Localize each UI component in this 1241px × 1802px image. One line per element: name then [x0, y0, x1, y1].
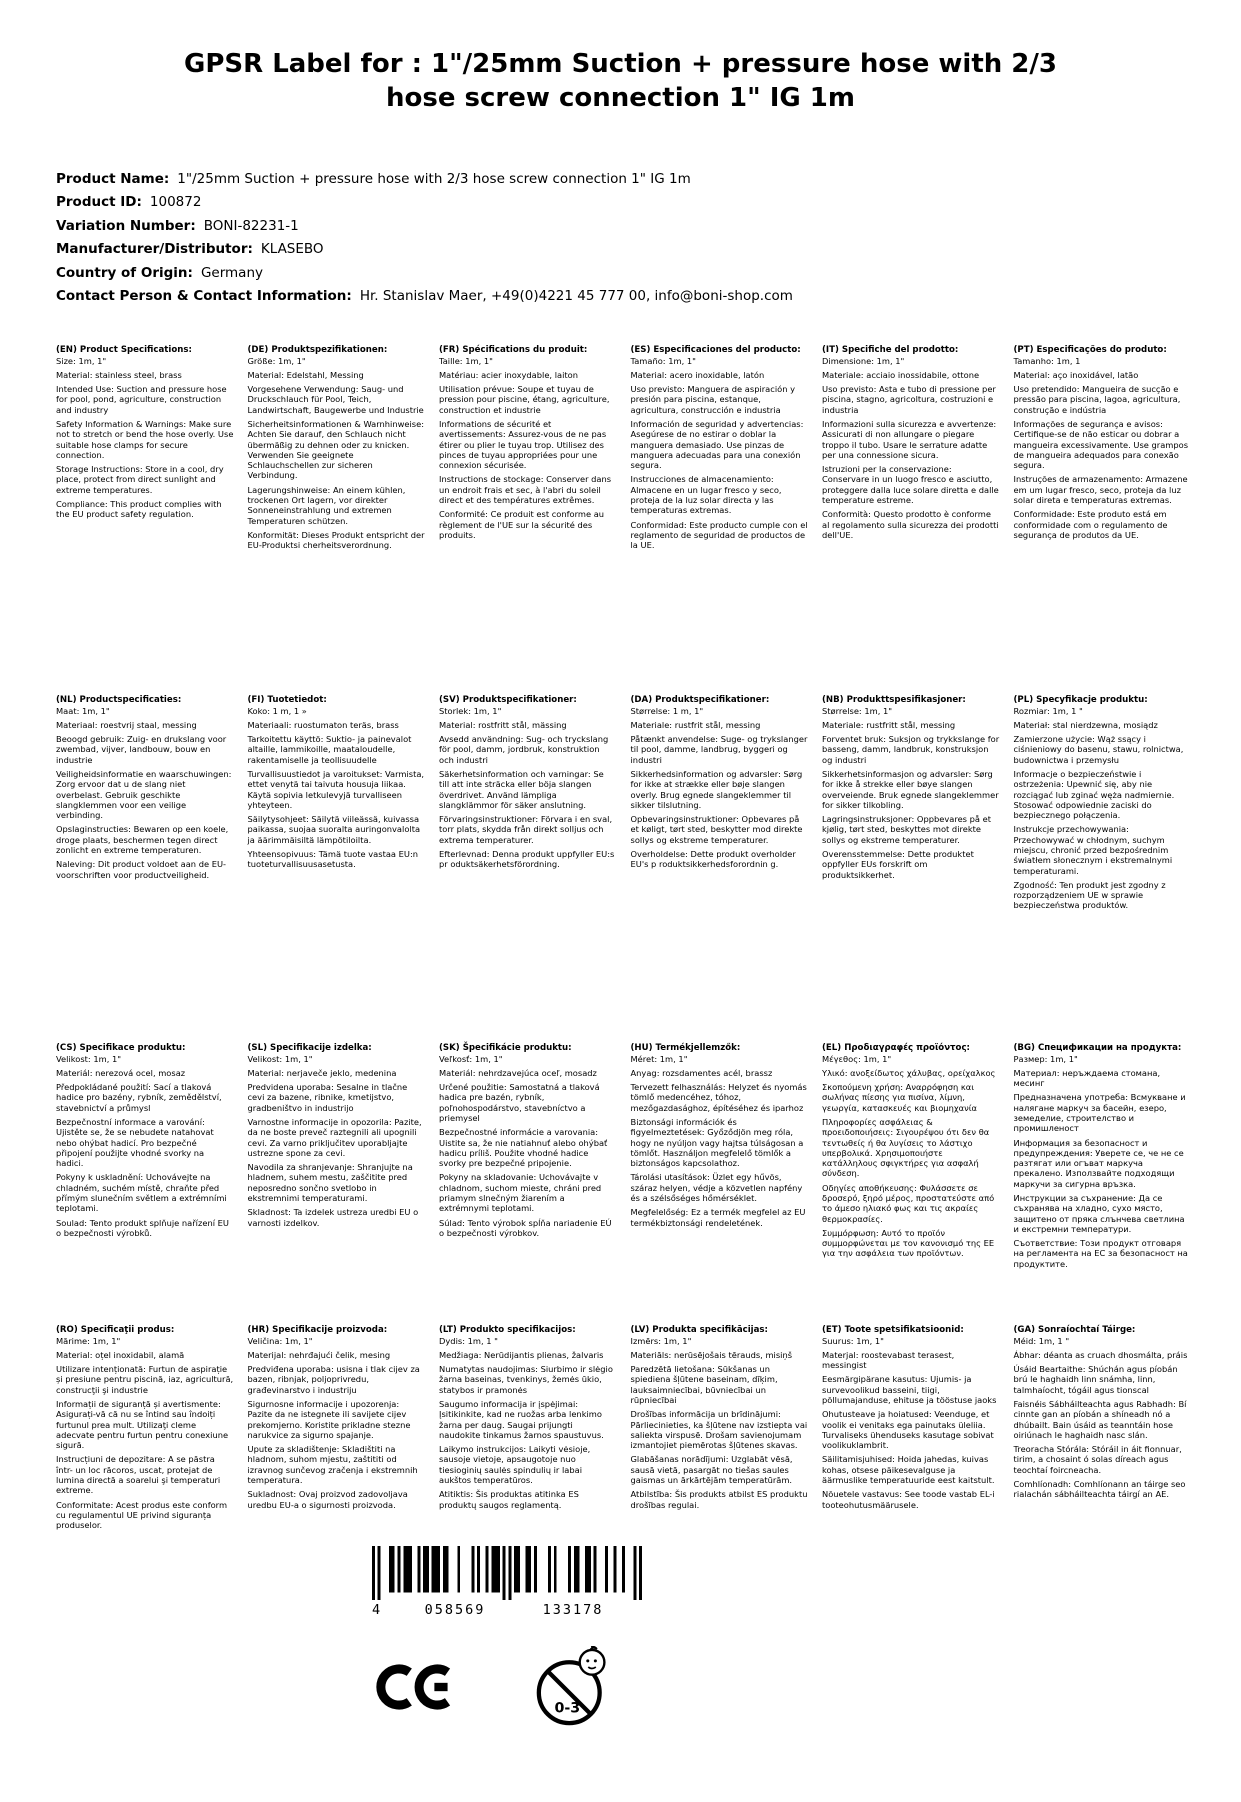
product-info-label: Contact Person & Contact Information: [56, 288, 352, 305]
spec-block-heading: (LT) Produkto specifikacijos: [439, 1324, 576, 1335]
spec-paragraph: Dydis: 1m, 1 " [439, 1335, 498, 1346]
barcode-digit-first: 4 [372, 1602, 383, 1619]
spec-block [631, 345, 813, 695]
spec-paragraph: Beoogd gebruik: Zuig- en drukslang voor zwembad, vijver, landbouw, bouw en industrie [56, 734, 227, 765]
spec-paragraph: Laikymo instrukcijos: Laikyti vėsioje, sausoje vietoje, apsaugotoje nuo tiesioginių saulės spindulių ir labai aukštos temperatūros. [439, 1444, 591, 1485]
spec-paragraph: Påtænkt anvendelse: Suge- og trykslanger til pool, damme, landbrug, byggeri og industri [630, 734, 808, 765]
spec-paragraph: Medžiaga: Nerūdijantis plienas, žalvaris [439, 1349, 604, 1360]
spec-paragraph: Avsedd användning: Sug- och tryckslang för pool, damm, jordbruk, konstruktion och industri [439, 734, 609, 765]
spec-block-heading: (DE) Produktspezifikationen: [247, 344, 388, 355]
barcode-digits [372, 1602, 642, 1618]
spec-block-heading: (SK) Špecifikácie produktu: [439, 1042, 572, 1053]
spec-paragraph: Materjal: roostevabast terasest, messingist [822, 1349, 955, 1371]
spec-paragraph: Μέγεθος: 1m, 1" [822, 1053, 892, 1064]
spec-paragraph: Materiál: nehrdzavejúca oceľ, mosadz [439, 1067, 597, 1078]
product-info-label: Variation Number: [56, 217, 196, 234]
spec-paragraph: Förvaringsinstruktioner: Förvara i en sval, torr plats, skydda från direkt solljus och extrema temperaturer. [439, 814, 613, 845]
spec-paragraph: Material: Edelstahl, Messing [247, 369, 364, 380]
spec-block [439, 1325, 621, 1530]
spec-paragraph: Størrelse: 1 m, 1" [630, 705, 704, 716]
barcode-bars [372, 1546, 642, 1600]
spec-block [248, 695, 430, 1043]
spec-paragraph: Størrelse: 1m, 1" [822, 705, 893, 716]
spec-block [1014, 1325, 1196, 1530]
spec-paragraph: Atbilstība: Šis produkts atbilst ES produktu drošības regulai. [630, 1489, 808, 1510]
spec-paragraph: Utilizare intenționată: Furtun de aspirație și presiune pentru piscină, iaz, agricultură, construcţii şi industrie [56, 1364, 234, 1395]
spec-block-heading: (HU) Termékjellemzők: [630, 1042, 741, 1053]
spec-paragraph: Utilisation prévue: Soupe et tuyau de pression pour piscine, étang, agriculture, construction et industrie [439, 384, 610, 415]
spec-paragraph: Sigurnosne informacije i upozorenja: Pazite da ne istegnete ili savijete cijev prekomjerno. Koristite prikladne stezne narukvice za sigurno spajanje. [247, 1399, 411, 1440]
spec-block-heading: (GA) Sonraíochtaí Táirge: [1013, 1324, 1136, 1335]
spec-paragraph: Forventet bruk: Suksjon og trykkslange for basseng, damm, landbruk, konstruksjon og industri [822, 734, 1000, 765]
spec-paragraph: Naleving: Dit product voldoet aan de EU-voorschriften voor productveiligheid. [56, 859, 227, 880]
spec-block [56, 345, 238, 695]
spec-block-heading: (NL) Productspecificaties: [56, 694, 182, 705]
spec-paragraph: Určené použitie: Samostatná a tlaková hadica pre bazén, rybník, poľnohospodárstvo, stavebníctvo a priemysel [439, 1082, 600, 1124]
spec-paragraph: Materiaal: roestvrij staal, messing [56, 719, 197, 730]
spec-block-heading: (FR) Spécifications du produit: [439, 344, 588, 355]
spec-block-heading: (NB) Produkttspesifikasjoner: [822, 694, 966, 705]
spec-paragraph: Material: aço inoxidável, latão [1013, 369, 1139, 380]
spec-paragraph: Opslaginstructies: Bewaren op een koele, droge plaats, beschermen tegen direct zonlicht en extreme temperaturen. [56, 824, 229, 855]
spec-paragraph: Sicherheitsinformationen & Warnhinweise: Achten Sie darauf, den Schlauch nicht übermäßig zu dehnen oder zu knicken. Verwenden Sie geeignete Schlauchschellen zur sicheren Verbindung. [247, 419, 425, 481]
spec-paragraph: Tarkoitettu käyttö: Suktio- ja painevalot altaille, lammikoille, maataloudelle, rakentamiselle ja teollisuudelle [247, 734, 412, 765]
spec-paragraph: Materiale: acciaio inossidabile, ottone [822, 369, 980, 380]
spec-paragraph: Σκοπούμενη χρήση: Αναρρόφηση και σωλήνας πίεσης για πισίνα, λίμνη, γεωργία, κατασκευές και βιομηχανία [822, 1082, 978, 1113]
spec-paragraph: Bezpečnostné informácie a varovania: Uistite sa, že nie natiahnuť alebo ohýbať hadicu príliš. Použite vhodné hadice svorky pre bezpečné pripojenie. [439, 1127, 608, 1169]
barcode-digits-left: 058569 [424, 1602, 486, 1619]
spec-paragraph: Materiāls: nerūsējošais tērauds, misiņš [630, 1349, 793, 1360]
spec-block-heading: (BG) Спецификации на продукта: [1013, 1042, 1182, 1053]
product-info-row [56, 217, 1241, 237]
spec-block [248, 1043, 430, 1325]
product-info-row [56, 287, 1241, 307]
product-info-value: KLASEBO [260, 241, 324, 258]
barcode [372, 1546, 642, 1618]
spec-block [248, 1325, 430, 1530]
spec-paragraph: Material: nerjaveče jeklo, medenina [247, 1067, 397, 1078]
spec-paragraph: Upute za skladištenje: Skladištiti na hladnom, suhom mjestu, zaštititi od izravnog sunčevog zračenja i ekstremnih temperatura. [247, 1444, 418, 1485]
spec-paragraph: Méret: 1m, 1" [630, 1053, 688, 1064]
spec-block [1014, 1043, 1196, 1325]
spec-paragraph: Säkerhetsinformation och varningar: Se till att inte sträcka eller böja slangen överdrivet. Använd lämpliga slangklämmor för säker anslutning. [439, 769, 604, 810]
product-info-label: Product ID: [56, 194, 142, 211]
spec-block-heading: (SV) Produktspecifikationer: [439, 694, 577, 705]
spec-paragraph: Conformidad: Este producto cumple con el reglamento de seguridad de productos de la UE. [630, 519, 808, 551]
spec-block [56, 1043, 238, 1325]
spec-paragraph: Sikkerhetsinformasjon og advarsler: Sørg for ikke å strekke eller bøye slangen overveiende. Bruk egnede slangeklemmer for sikker tilkobling. [822, 769, 999, 810]
spec-paragraph: Инструкции за съхранение: Да се съхранява на хладно, сухо място, защитено от пряка слънчева светлина и екстремни температури. [1013, 1193, 1185, 1234]
spec-paragraph: Tamanho: 1m, 1 [1013, 355, 1081, 366]
spec-paragraph: Compliance: This product complies with the EU product safety regulation. [56, 499, 222, 520]
spec-block-heading: (ET) Toote spetsifikatsioonid: [822, 1324, 964, 1335]
spec-paragraph: Mărime: 1m, 1" [56, 1335, 121, 1346]
spec-paragraph: Matériau: acier inoxydable, laiton [439, 369, 578, 380]
spec-paragraph: Conformitate: Acest produs este conform cu regulamentul UE privind siguranța produselor. [56, 1499, 228, 1531]
spec-paragraph: Efterlevnad: Denna produkt uppfyller EU:s pr oduktsäkerhetsförordning. [439, 849, 615, 870]
spec-paragraph: Velikost: 1m, 1" [56, 1053, 122, 1064]
spec-paragraph: Drošības informācija un brīdinājumi: Pārliecinieties, ka šļūtene nav izstiepta vai saliekta virspusē. Drošam savienojumam izmantojiet piemērotas šļūtenes skavas. [630, 1409, 808, 1451]
spec-paragraph: Pokyny na skladovanie: Uchovávajte v chladnom, suchom mieste, chráni pred priamym slnečným žiarením a extrémnymi teplotami. [439, 1172, 602, 1214]
spec-block [1014, 345, 1196, 695]
spec-paragraph: Saugumo informacija ir įspėjimai: Įsitikinkite, kad ne ruožas arba lenkimo žarna per daug. Saugai prijungti naudokite tinkamus žarnos spaustuvus. [439, 1399, 604, 1440]
spec-paragraph: Turvallisuustiedot ja varoitukset: Varmista, ettet venytä tai taivuta housuja liikaa. Käytä sopivia letkulevyjä turvalliseen yhteyteen. [247, 769, 425, 810]
spec-paragraph: Méid: 1m, 1 " [1013, 1335, 1070, 1346]
spec-paragraph: Velikost: 1m, 1" [247, 1053, 313, 1064]
spec-block-heading: (PT) Especificações do produto: [1013, 344, 1167, 355]
spec-paragraph: Informações de segurança e avisos: Certifique-se de não esticar ou dobrar a mangueira excessivamente. Use grampos de mangueira adequados para conexão segura. [1013, 419, 1189, 471]
product-info-value: Hr. Stanislav Maer, +49(0)4221 45 777 00, info@boni-shop.com [359, 288, 793, 305]
spec-block [1014, 695, 1196, 1043]
spec-paragraph: Overensstemmelse: Dette produktet oppfyller EUs forskrift om produktsikkerhet. [822, 849, 974, 880]
spec-paragraph: Material: acero inoxidable, latón [630, 369, 765, 380]
spec-paragraph: Instrucțiuni de depozitare: A se păstra într- un loc răcoros, uscat, protejat de lumina directă a soarelui şi temperaturi extreme. [56, 1454, 221, 1496]
compliance-marks [376, 1646, 682, 1728]
spec-block-heading: (RO) Specificaţii produs: [56, 1324, 175, 1335]
spec-block [56, 1325, 238, 1530]
spec-paragraph: Zgodność: Ten produkt jest zgodny z rozporządzeniem UE w sprawie bezpieczeństwa produktów. [1013, 879, 1166, 911]
spec-paragraph: Информация за безопасност и предупреждения: Уверете се, че не се разтягат или огъват маркуча прекалено. Използвайте подходящи маркучи за сигурна връзка. [1013, 1137, 1184, 1189]
spec-paragraph: Materiaali: ruostumaton teräs, brass [247, 719, 399, 730]
spec-paragraph: Uso pretendido: Mangueira de sucção e pressão para piscina, lagoa, agricultura, construção e indústria [1013, 384, 1181, 415]
spec-paragraph: Navodila za shranjevanje: Shranjujte na hladnem, suhem mestu, zaščitite pred neposredno sončno svetlobo in ekstremnimi temperaturami. [247, 1162, 413, 1203]
label-footer [372, 1546, 682, 1728]
spec-paragraph: Konformität: Dieses Produkt entspricht der EU-Produktsi cherheitsverordnung. [247, 529, 425, 551]
spec-paragraph: Съответствие: Този продукт отговаря на регламента на ЕС за безопасност на продуктите. [1013, 1238, 1188, 1269]
spec-paragraph: Veiligheidsinformatie en waarschuwingen: Zorg ervoor dat u de slang niet overbelast. Gebruik geschikte slangklemmen voor een veilige verbinding. [56, 769, 232, 821]
spec-paragraph: Istruzioni per la conservazione: Conservare in un luogo fresco e asciutto, proteggere dalla luce solare diretta e dalle temperature estreme. [822, 464, 999, 505]
spec-block [822, 345, 1004, 695]
spec-paragraph: Ohutusteave ja hoiatused: Veenduge, et voolik ei venitaks ega painutaks üleliia. Turvaliseks ühenduseks kasutage sobivat voolikuklambrit. [822, 1409, 994, 1451]
product-info-row [56, 193, 1241, 213]
spec-paragraph: Sikkerhedsinformation og advarsler: Sørg for ikke at strække eller bøje slangen overly. Brug egnede slangeklemmer til sikker tilslutning. [630, 769, 803, 810]
spec-block-heading: (CS) Specifikace produktu: [56, 1042, 186, 1053]
product-info-label: Product Name: [56, 170, 170, 187]
spec-block [439, 345, 621, 695]
spec-paragraph: Úsáid Beartaithe: Shúchán agus píobán brú le haghaidh linn snámha, linn, talmhaíocht, tógáil agus tionscal [1013, 1364, 1178, 1395]
spec-paragraph: Zamierzone użycie: Wąż ssący i ciśnieniowy do basenu, stawu, rolnictwa, budownictwa i przemysłu [1013, 734, 1184, 765]
spec-paragraph: Soulad: Tento produkt splňuje nařízení EU o bezpečnosti výrobků. [56, 1217, 229, 1238]
spec-paragraph: Materiale: rustfritt stål, messing [822, 719, 956, 730]
spec-paragraph: Materiale: rustfrit stål, messing [630, 719, 761, 730]
spec-paragraph: Υλικό: ανοξείδωτος χάλυβας, ορείχαλκος [822, 1067, 996, 1078]
spec-paragraph: Material: stainless steel, brass [56, 369, 182, 380]
spec-paragraph: Atitiktis: Šis produktas atitinka ES produktų saugos reglamentą. [439, 1489, 579, 1510]
spec-paragraph: Suurus: 1m, 1" [822, 1335, 884, 1346]
spec-paragraph: Tervezett felhasználás: Helyzet és nyomás tömlő medencéhez, tóhoz, mezőgazdasághoz, építéséhez és iparhoz [630, 1082, 807, 1113]
spec-paragraph: Instruções de armazenamento: Armazene em um lugar fresco, seco, proteja da luz solar direta e temperaturas extremas. [1013, 474, 1188, 505]
spec-paragraph: Información de seguridad y advertencias: Asegúrese de no estirar o doblar la manguera demasiado. Use pinzas de manguera adecuadas para una conexión segura. [630, 419, 804, 471]
spec-block [248, 345, 430, 695]
spec-paragraph: Material: oțel inoxidabil, alamă [56, 1349, 185, 1360]
ce-mark-icon [376, 1660, 458, 1714]
spec-paragraph: Storage Instructions: Store in a cool, dry place, protect from direct sunlight and extreme temperatures. [56, 464, 224, 495]
product-info-row [56, 170, 1241, 190]
spec-paragraph: Lagringsinstruksjoner: Oppbevares på et kjølig, tørt sted, beskyttes mot direkte sollys og ekstreme temperaturer. [822, 814, 991, 845]
spec-paragraph: Comhlíonadh: Comhlíonann an táirge seo rialachán sábháilteachta táirgí an AE. [1013, 1479, 1186, 1500]
spec-paragraph: Opbevaringsinstruktioner: Opbevares på et køligt, tørt sted, beskytter mod direkte sollys og ekstreme temperaturer. [630, 814, 803, 845]
product-info-label: Country of Origin: [56, 264, 193, 281]
spec-paragraph: Bezpečnostní informace a varování: Ujistěte se, že se nebudete natahovat nebo ohýbat hadicí. Pro bezpečné připojení použijte vhodné svorky na hadici. [56, 1117, 214, 1169]
spec-paragraph: Yhteensopivuus: Tämä tuote vastaa EU:n tuoteturvallisuusasetusta. [247, 849, 419, 870]
product-info [56, 170, 1241, 307]
spec-paragraph: Storlek: 1m, 1" [439, 705, 502, 716]
spec-paragraph: Instrukcje przechowywania: Przechowywać w chłodnym, suchym miejscu, chronić przed bezpośrednim światłem słonecznym i ekstremalnymi temperaturami. [1013, 824, 1173, 876]
spec-paragraph: Nõuetele vastavus: See toode vastab EL-i tooteohutusmäärusele. [822, 1489, 995, 1510]
spec-paragraph: Overholdelse: Dette produkt overholder EU's p roduktsikkerhedsforordnin g. [630, 849, 796, 870]
spec-block-heading: (DA) Produktspecifikationer: [630, 694, 770, 705]
spec-paragraph: Material: rostfritt stål, mässing [439, 719, 567, 730]
spec-paragraph: Informazioni sulla sicurezza e avvertenze: Assicurati di non allungare o piegare troppo il tubo. Usare le serrature adatte per una connessione sicura. [822, 419, 997, 460]
spec-block [439, 695, 621, 1043]
spec-paragraph: Treoracha Stórála: Stóráil in áit fionnuar, tirim, a chosaint ó solas díreach agus teochtaí foircneacha. [1013, 1444, 1182, 1475]
spec-paragraph: Size: 1m, 1" [56, 355, 107, 366]
gpsr-label-page [0, 48, 1241, 1728]
product-info-value: 100872 [149, 194, 202, 211]
spec-paragraph: Instructions de stockage: Conserver dans un endroit frais et sec, à l'abri du soleil direct et des températures extrêmes. [439, 474, 612, 505]
age-warning-0-3-icon [536, 1646, 612, 1728]
spec-paragraph: Größe: 1m, 1" [247, 355, 306, 366]
spec-paragraph: Izmērs: 1m, 1" [630, 1335, 692, 1346]
spec-paragraph: Maat: 1m, 1" [56, 705, 110, 716]
spec-paragraph: Pokyny k uskladnění: Uchovávejte na chladném, suchém místě, chraňte před přímým slunečním světlem a extrémními teplotami. [56, 1172, 227, 1214]
spec-paragraph: Glabāšanas norādījumi: Uzglabāt vēsā, sausā vietā, pasargāt no tiešas saules gaismas un ārkārtējām temperatūrām. [630, 1454, 793, 1485]
spec-paragraph: Lagerungshinweise: An einem kühlen, trockenen Ort lagern, vor direkter Sonneneinstrahlung und extremen Temperaturen schützen. [247, 484, 406, 526]
product-info-label: Manufacturer/Distributor: [56, 241, 253, 258]
spec-paragraph: Conformité: Ce produit est conforme au règlement de l'UE sur la sécurité des produits. [439, 509, 605, 540]
spec-paragraph: Säilitamisjuhised: Hoida jahedas, kuivas kohas, otsese päikesevalguse ja äärmuslike temperatuuride eest kaitstult. [822, 1454, 995, 1485]
spec-block-heading: (EN) Product Specifications: [56, 344, 192, 355]
spec-paragraph: Vorgesehene Verwendung: Saug- und Druckschlauch für Pool, Teich, Landwirtschaft, Baugewerbe und Industrie [247, 384, 424, 415]
spec-paragraph: Numatytas naudojimas: Siurbimo ir slėgio žarna baseinas, tvenkinys, žemės ūkio, statybos ir pramonės [439, 1364, 613, 1395]
spec-block-heading: (SL) Specifikacije izdelka: [247, 1042, 372, 1053]
spec-paragraph: Súlad: Tento výrobok spĺňa nariadenie EÚ o bezpečnosti výrobkov. [439, 1217, 612, 1238]
age-warning-label: 0-3 [554, 1701, 581, 1718]
spec-paragraph: Předpokládané použití: Sací a tlaková hadice pro bazény, rybník, zemědělství, stavebnictví a průmysl [56, 1082, 222, 1113]
spec-paragraph: Materijal: nehrđajući čelik, mesing [247, 1349, 391, 1360]
spec-paragraph: Размер: 1m, 1" [1013, 1053, 1078, 1064]
spec-paragraph: Koko: 1 m, 1 » [247, 705, 307, 716]
spec-paragraph: Veľkosť: 1m, 1" [439, 1053, 503, 1064]
spec-paragraph: Anyag: rozsdamentes acél, brassz [630, 1067, 773, 1078]
spec-block-heading: (FI) Tuotetiedot: [247, 694, 327, 705]
product-info-row [56, 240, 1241, 260]
spec-paragraph: Skladnost: Ta izdelek ustreza uredbi EU o varnosti izdelkov. [247, 1207, 419, 1228]
spec-paragraph: Οδηγίες αποθήκευσης: Φυλάσσετε σε δροσερό, ξηρό μέρος, προστατεύστε από το άμεσο ηλιακό φως και τις ακραίες θερμοκρασίες. [822, 1182, 995, 1224]
spec-paragraph: Materiál: nerezová ocel, mosaz [56, 1067, 186, 1078]
spec-block-heading: (IT) Specifiche del prodotto: [822, 344, 959, 355]
spec-block [631, 695, 813, 1043]
spec-paragraph: Conformità: Questo prodotto è conforme al regolamento sulla sicurezza dei prodotti dell'UE. [822, 509, 999, 540]
spec-paragraph: Uso previsto: Manguera de aspiración y presión para piscina, estanque, agricultura, construcción e industria [630, 384, 796, 415]
spec-paragraph: Säilytysohjeet: Säilytä viileässä, kuivassa paikassa, suojaa suoralta auringonvalolta ja äärimmäisiltä lämpötiloilta. [247, 814, 421, 845]
product-info-value: Germany [200, 264, 263, 281]
spec-paragraph: Predvidena uporaba: Sesalne in tlačne cevi za bazene, ribnike, kmetijstvo, gradbeništvo in industrijo [247, 1082, 408, 1113]
spec-paragraph: Taille: 1m, 1" [439, 355, 493, 366]
spec-block [439, 1043, 621, 1325]
spec-grid [56, 345, 1195, 1530]
spec-block-heading: (HR) Specifikacije proizvoda: [247, 1324, 388, 1335]
spec-block [822, 1043, 1004, 1325]
spec-paragraph: Megfelelőség: Ez a termék megfelel az EU termékbiztonsági rendeletének. [630, 1207, 806, 1228]
spec-paragraph: Informacje o bezpieczeństwie i ostrzeżenia: Upewnić się, aby nie rozciągać lub zginać węża nadmiernie. Stosować odpowiednie zaciski do bezpiecznego połączenia. [1013, 769, 1175, 821]
spec-block [631, 1043, 813, 1325]
spec-block [822, 1325, 1004, 1530]
spec-paragraph: Rozmiar: 1m, 1 " [1013, 705, 1083, 716]
spec-paragraph: Dimensione: 1m, 1" [822, 355, 905, 366]
product-info-value: 1"/25mm Suction + pressure hose with 2/3 hose screw connection 1" IG 1m [177, 170, 691, 187]
spec-paragraph: Предназначена употреба: Всмукване и налягане маркуч за басейн, езеро, земеделие, строителство и промишленост [1013, 1092, 1186, 1134]
spec-block-heading: (PL) Specyfikacje produktu: [1013, 694, 1148, 705]
spec-paragraph: Uso previsto: Asta e tubo di pressione per piscina, stagno, agricoltura, costruzioni e industria [822, 384, 996, 415]
spec-paragraph: Informations de sécurité et avertissements: Assurez-vous de ne pas étirer ou plier le tuyau trop. Utilisez des pinces de tuyau appropriées pour une connexion sécurisée. [439, 419, 607, 471]
spec-paragraph: Материал: неръждаема стомана, месинг [1013, 1067, 1161, 1089]
spec-paragraph: Biztonsági információk és figyelmeztetések: Győződjön meg róla, hogy ne nyúljon vagy hajtsa túlságosan a tömlőt. Használjon megfelelő tömlők a biztonságos kapcsolathoz. [630, 1117, 804, 1169]
spec-paragraph: Tárolási utasítások: Üzlet egy hűvös, száraz helyen, védje a közvetlen napfény és a szélsőséges hőmérséklet. [630, 1172, 803, 1203]
spec-paragraph: Tamaño: 1m, 1" [630, 355, 696, 366]
spec-paragraph: Materiał: stal nierdzewna, mosiądz [1013, 719, 1158, 730]
spec-block [56, 695, 238, 1043]
spec-paragraph: Veličina: 1m, 1" [247, 1335, 313, 1346]
product-info-value: BONI-82231-1 [203, 217, 299, 234]
spec-paragraph: Informații de siguranță și avertismente: Asigurați-vă că nu se întind sau îndoiți furtunul prea mult. Utilizaţi cleme adecvate pentru furtun pentru conexiune sigură. [56, 1399, 229, 1451]
page-title: GPSR Label for : 1"/25mm Suction + pressure hose with 2/3 hose screw connection 1" IG 1m [184, 49, 1057, 113]
spec-paragraph: Paredzētā lietošana: Sūkšanas un spiediena šļūtene baseinam, dīķim, lauksaimniecībai, būvniecībai un rūpniecībai [630, 1364, 778, 1406]
spec-block-heading: (ES) Especificaciones del producto: [630, 344, 801, 355]
spec-paragraph: Predviđena uporaba: usisna i tlak cijev za bazen, ribnjak, poljoprivredu, građevinarstvo i industriju [247, 1364, 420, 1395]
spec-block [631, 1325, 813, 1530]
spec-block-heading: (EL) Προδιαγραφές προϊόντος: [822, 1042, 970, 1053]
spec-block [822, 695, 1004, 1043]
spec-paragraph: Varnostne informacije in opozorila: Pazite, da ne boste preveč raztegnili ali upognili cevi. Za varno priključitev uporabljajte ustrezne spone za cevi. [247, 1117, 422, 1158]
spec-paragraph: Eesmärgipärane kasutus: Ujumis- ja survevoolikud basseini, tiigi, põllumajanduse, ehituse ja tööstuse jaoks [822, 1374, 997, 1406]
spec-paragraph: Συμμόρφωση: Αυτό το προϊόν συμμορφώνεται με τον κανονισμό της ΕΕ για την ασφάλεια των προϊόντων. [822, 1227, 995, 1259]
spec-paragraph: Instrucciones de almacenamiento: Almacene en un lugar fresco y seco, proteja de la luz solar directa y las temperaturas extremas. [630, 474, 782, 516]
spec-paragraph: Intended Use: Suction and pressure hose for pool, pond, agriculture, construction and industry [56, 384, 227, 415]
spec-paragraph: Faisnéis Sábháilteachta agus Rabhadh: Bí cinnte gan an píobán a shíneadh nó a dhúbailt. Bain úsáid as teanntáin hose oiriúnach le haghaidh nasc slán. [1013, 1399, 1187, 1440]
spec-paragraph: Sukladnost: Ovaj proizvod zadovoljava uredbu EU-a o sigurnosti proizvoda. [247, 1489, 408, 1510]
spec-paragraph: Safety Information & Warnings: Make sure not to stretch or bend the hose overly. Use suitable hose clamps for secure connection. [56, 419, 234, 460]
spec-block-heading: (LV) Produkta specifikācijas: [630, 1324, 768, 1335]
spec-paragraph: Conformidade: Este produto está em conformidade com o regulamento de segurança de produtos da UE. [1013, 509, 1168, 540]
product-info-row [56, 264, 1241, 284]
spec-paragraph: Πληροφορίες ασφάλειας & προειδοποιήσεις: Σιγουρέψου ότι δεν θα τεντωθείς ή θα λυγίσεις το λάστιχο υπερβολικά. Χρησιμοποιήστε κατάλληλους σφιγκτήρες για ασφαλή σύνδεση. [822, 1117, 990, 1179]
barcode-digits-right: 133178 [542, 1602, 604, 1619]
spec-paragraph: Ábhar: déanta as cruach dhosmálta, práis [1013, 1349, 1188, 1360]
